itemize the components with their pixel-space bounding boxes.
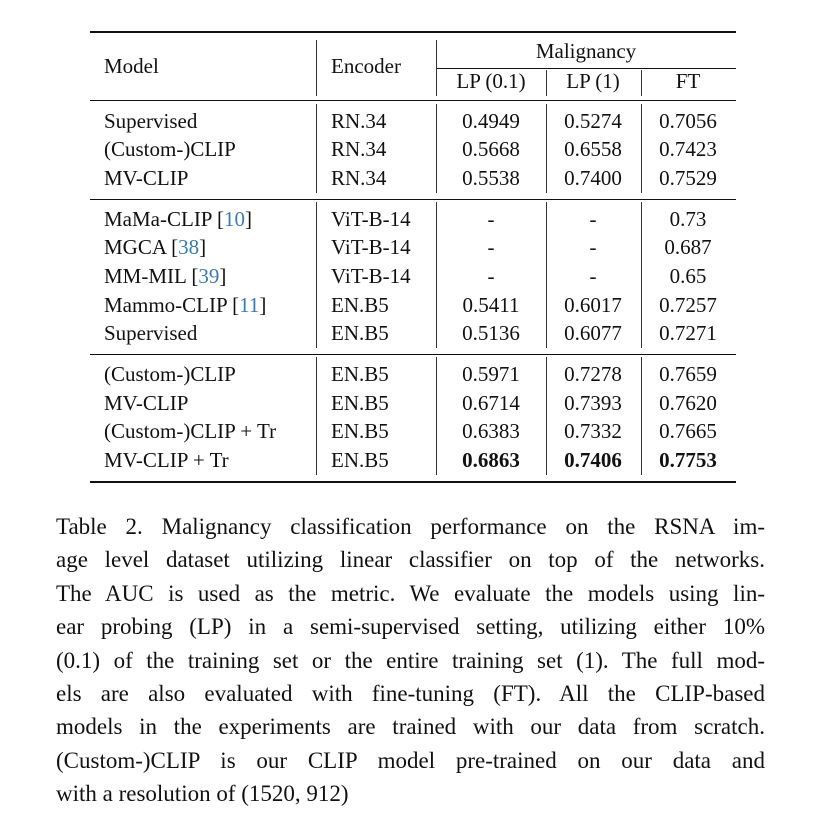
ft-cell: 0.7529 xyxy=(659,166,717,190)
column-divider xyxy=(316,202,317,348)
lp1-cell: - xyxy=(589,207,597,231)
lp01-cell: 0.6383 xyxy=(462,419,520,443)
header-vline xyxy=(436,40,437,96)
column-divider xyxy=(641,202,642,348)
header-ft: FT xyxy=(675,69,701,93)
caption-line: Table 2. Malignancy classification performance on the RSNA im- xyxy=(56,514,765,539)
lp1-cell: 0.6077 xyxy=(564,321,622,345)
lp01-cell: - xyxy=(487,264,495,288)
model-name: Mammo-CLIP xyxy=(104,293,227,317)
model-cell xyxy=(104,391,188,415)
ft-cell: 0.7620 xyxy=(659,391,717,415)
citation-link[interactable]: 11 xyxy=(239,293,260,317)
header-encoder: Encoder xyxy=(331,54,401,78)
encoder-cell: RN.34 xyxy=(331,137,387,161)
model-name: MV-CLIP xyxy=(104,391,189,415)
model-name: MGCA xyxy=(104,235,166,259)
ft-cell: 0.7056 xyxy=(659,109,717,133)
model-name: Supervised xyxy=(104,321,198,345)
encoder-cell: ViT-B-14 xyxy=(331,264,411,288)
model-name: (Custom-)CLIP xyxy=(104,362,236,386)
top-rule xyxy=(90,31,736,33)
encoder-cell: RN.34 xyxy=(331,166,387,190)
lp1-cell: 0.6017 xyxy=(564,293,622,317)
ft-cell: 0.7753 xyxy=(659,448,717,472)
encoder-cell: EN.B5 xyxy=(331,419,389,443)
column-divider xyxy=(436,357,437,475)
caption-line: els are also evaluated with fine-tuning (FT). All the CLIP-based xyxy=(56,681,765,706)
model-cell xyxy=(104,109,197,133)
model-name: (Custom-)CLIP + Tr xyxy=(104,419,277,443)
lp01-cell: - xyxy=(487,235,495,259)
header-vline xyxy=(641,70,642,96)
model-cell: MM-MIL [39] xyxy=(104,264,227,288)
model-name: MM-MIL xyxy=(104,264,187,288)
lp1-cell: 0.6558 xyxy=(564,137,622,161)
lp1-cell: 0.7400 xyxy=(564,166,622,190)
lp1-cell: 0.7278 xyxy=(564,362,622,386)
lp01-cell: - xyxy=(487,207,495,231)
model-cell xyxy=(104,166,188,190)
caption-line: age level dataset utilizing linear classifier on top of the networks. xyxy=(56,547,765,573)
ft-cell: 0.7271 xyxy=(659,321,717,345)
model-name: MV-CLIP + Tr xyxy=(104,448,229,472)
caption-line: ear probing (LP) in a semi-supervised setting, utilizing either 10% xyxy=(56,614,765,640)
model-cell: MGCA [38] xyxy=(104,235,207,259)
model-name: (Custom-)CLIP xyxy=(104,137,236,161)
ft-cell: 0.7665 xyxy=(659,419,717,443)
header-malignancy: Malignancy xyxy=(535,39,637,63)
encoder-cell: EN.B5 xyxy=(331,448,389,472)
lp1-cell: 0.7406 xyxy=(564,448,622,472)
group-rule xyxy=(90,199,736,200)
model-cell xyxy=(104,321,197,345)
group-rule xyxy=(90,481,736,483)
ft-cell: 0.7659 xyxy=(659,362,717,386)
caption-line: (Custom-)CLIP is our CLIP model pre-trained on our data and xyxy=(56,747,765,773)
model-cell: Mammo-CLIP [11] xyxy=(104,293,267,317)
header-vline xyxy=(316,40,317,96)
column-divider xyxy=(436,104,437,193)
caption-line: models in the experiments are trained with our data from scratch. xyxy=(56,714,765,740)
model-name: MV-CLIP xyxy=(104,166,189,190)
lp01-cell: 0.4949 xyxy=(462,109,520,133)
group-rule xyxy=(90,354,736,355)
lp01-cell: 0.6863 xyxy=(462,448,520,472)
encoder-cell: ViT-B-14 xyxy=(331,207,411,231)
lp1-cell: - xyxy=(589,264,597,288)
model-cell xyxy=(104,362,236,386)
model-name: Supervised xyxy=(104,109,198,133)
ft-cell: 0.73 xyxy=(669,207,707,231)
lp01-cell: 0.5668 xyxy=(462,137,520,161)
model-cell: MaMa-CLIP [10] xyxy=(104,207,252,231)
lp01-cell: 0.5411 xyxy=(462,293,520,317)
encoder-cell: RN.34 xyxy=(331,109,387,133)
column-divider xyxy=(546,202,547,348)
lp1-cell: - xyxy=(589,235,597,259)
header-rule xyxy=(90,100,736,101)
lp01-cell: 0.5538 xyxy=(462,166,520,190)
column-divider xyxy=(546,357,547,475)
ft-cell: 0.7423 xyxy=(659,137,717,161)
encoder-cell: ViT-B-14 xyxy=(331,235,411,259)
header-model: Model xyxy=(104,54,159,78)
column-divider xyxy=(316,357,317,475)
encoder-cell: EN.B5 xyxy=(331,362,389,386)
citation-link[interactable]: 38 xyxy=(178,235,200,259)
ft-cell: 0.65 xyxy=(669,264,707,288)
caption-line: The AUC is used as the metric. We evaluate the models using lin- xyxy=(56,580,765,606)
model-cell xyxy=(104,419,276,443)
lp01-cell: 0.5136 xyxy=(462,321,520,345)
model-cell xyxy=(104,137,236,161)
column-divider xyxy=(436,202,437,348)
ft-cell: 0.7257 xyxy=(659,293,717,317)
header-lp1: LP (1) xyxy=(566,69,620,93)
column-divider xyxy=(641,104,642,193)
lp1-cell: 0.5274 xyxy=(564,109,622,133)
lp1-cell: 0.7393 xyxy=(564,391,622,415)
caption-line: (0.1) of the training set or the entire training set (1). The full mod- xyxy=(56,647,765,673)
caption-line: with a resolution of (1520, 912) xyxy=(56,781,349,807)
model-name: MaMa-CLIP xyxy=(104,207,212,231)
lp01-cell: 0.5971 xyxy=(462,362,520,386)
encoder-cell: EN.B5 xyxy=(331,391,389,415)
column-divider xyxy=(641,357,642,475)
lp01-cell: 0.6714 xyxy=(462,391,520,415)
header-lp01: LP (0.1) xyxy=(456,69,526,93)
encoder-cell: EN.B5 xyxy=(331,293,389,317)
encoder-cell: EN.B5 xyxy=(331,321,389,345)
column-divider xyxy=(546,104,547,193)
header-vline xyxy=(546,70,547,96)
column-divider xyxy=(316,104,317,193)
lp1-cell: 0.7332 xyxy=(564,419,622,443)
citation-link[interactable]: 39 xyxy=(198,264,220,288)
model-cell xyxy=(104,448,229,472)
ft-cell: 0.687 xyxy=(664,235,712,259)
citation-link[interactable]: 10 xyxy=(223,207,245,231)
